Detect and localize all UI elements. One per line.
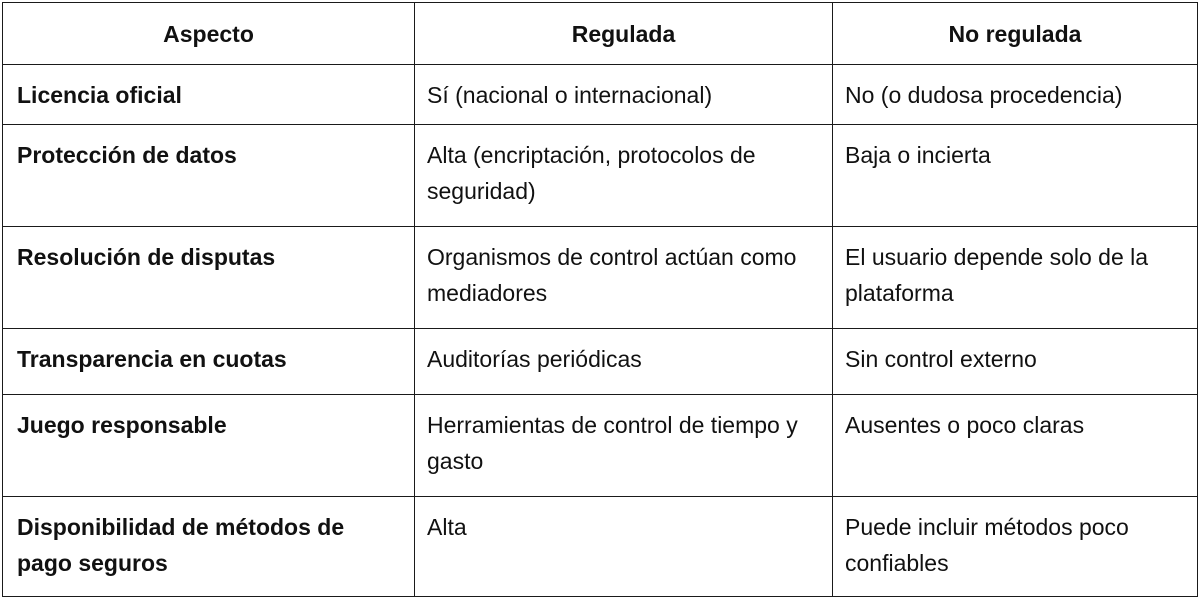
table-row (3, 125, 1198, 227)
comparison-table (2, 2, 1198, 597)
table-row (3, 497, 1198, 597)
regulada-cell: Herramientas de control de tiempo y gasto (415, 395, 833, 497)
no-regulada-cell: Ausentes o poco claras (833, 395, 1198, 497)
aspect-cell: Transparencia en cuotas (3, 329, 415, 395)
table-row (3, 227, 1198, 329)
header-aspecto: Aspecto (3, 3, 415, 65)
no-regulada-cell: El usuario depende solo de la plataforma (833, 227, 1198, 329)
header-no-regulada: No regulada (833, 3, 1198, 65)
table-row (3, 65, 1198, 125)
aspect-cell: Resolución de disputas (3, 227, 415, 329)
no-regulada-cell: Baja o incierta (833, 125, 1198, 227)
regulada-cell: Sí (nacional o internacional) (415, 65, 833, 125)
regulada-cell: Alta (415, 497, 833, 597)
regulada-cell: Auditorías periódicas (415, 329, 833, 395)
aspect-cell: Juego responsable (3, 395, 415, 497)
aspect-cell: Disponibilidad de métodos de pago seguros (3, 497, 415, 597)
aspect-cell: Licencia oficial (3, 65, 415, 125)
no-regulada-cell: Sin control externo (833, 329, 1198, 395)
aspect-cell: Protección de datos (3, 125, 415, 227)
table-row (3, 395, 1198, 497)
no-regulada-cell: Puede incluir métodos poco confiables (833, 497, 1198, 597)
table-header-row (3, 3, 1198, 65)
no-regulada-cell: No (o dudosa procedencia) (833, 65, 1198, 125)
regulada-cell: Alta (encriptación, protocolos de seguridad) (415, 125, 833, 227)
regulada-cell: Organismos de control actúan como mediadores (415, 227, 833, 329)
header-regulada: Regulada (415, 3, 833, 65)
table-row (3, 329, 1198, 395)
